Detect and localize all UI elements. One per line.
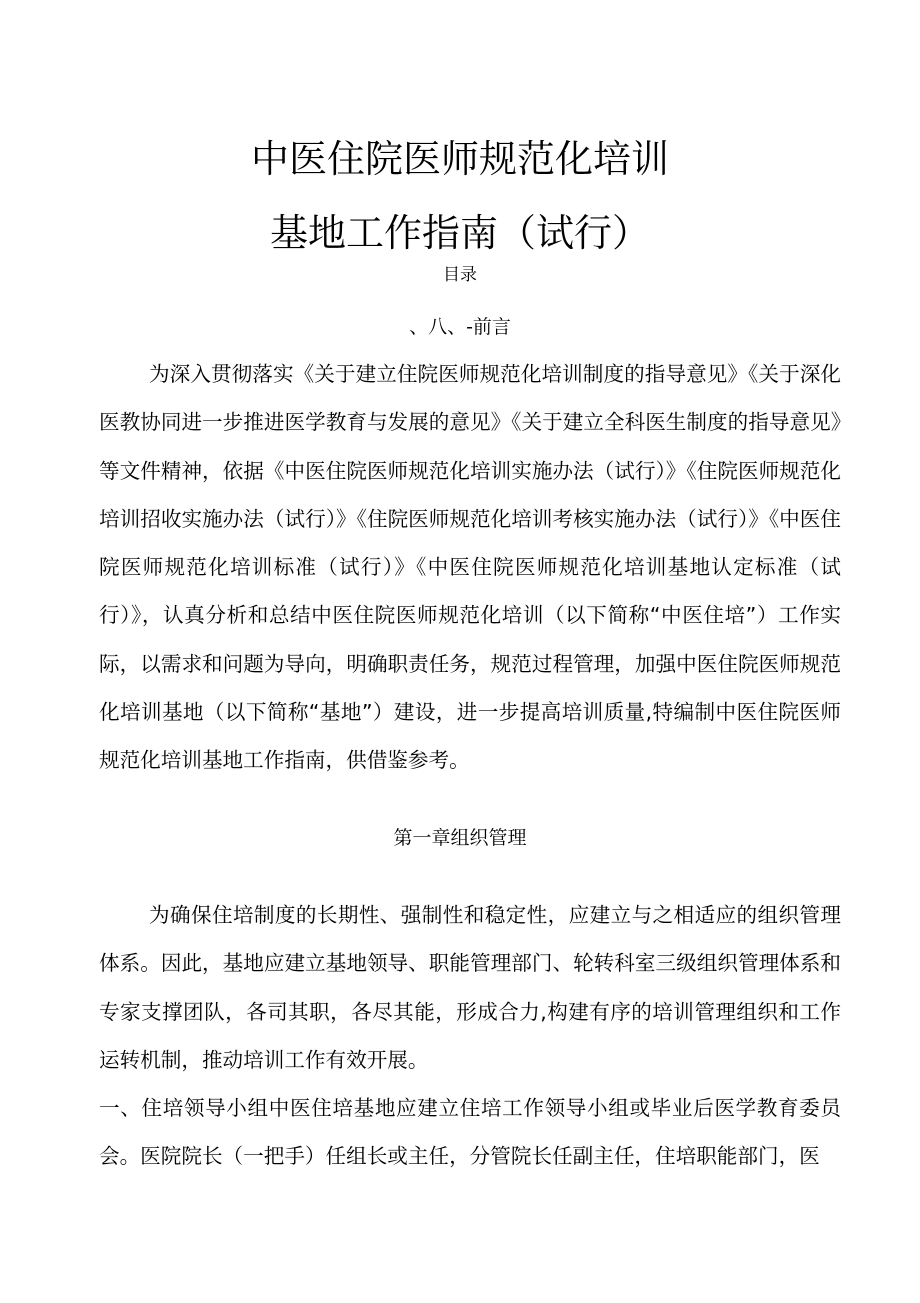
preface-heading: 、八、-前言 [409,316,511,338]
section-paragraph: 一、住培领导小组中医住培基地应建立住培工作领导小组或毕业后医学教育委员会。医院院长（一把手）任组长或主任，分管院长任副主任，住培职能部门，医 [99,1096,841,1169]
document-title-line-1: 中医住院医师规范化培训 [250,137,669,181]
toc-label: 目录 [443,265,477,285]
document-title-line-2: 基地工作指南（试行） [269,211,650,255]
preface-paragraph: 为深入贯彻落实《关于建立住院医师规范化培训制度的指导意见》《关于深化医教协同进一步推进医学教育与发展的意见》《关于建立全科医生制度的指导意见》等文件精神，依据《中医住院医师规范化培训实施办法（试行）》《住院医师规范化培训招收实施办法（试行）》《住院医师规范化培训考核实施办法（试行）》《中医住院医师规范化培训标准（试行）》《中医住院医师规范化培训基地认定标准（试行）》，认真分析和总结中医住院医师规范化培训（以下简称“中医住培”）工作实际，以需求和问题为导向，明确职责任务，规范过程管理，加强中医住院医师规范化培训基地（以下简称“基地”）建设，进一步提高培训质量,特编制中医住院医师规范化培训基地工作指南，供借鉴参考。 [99,362,841,773]
chapter-heading: 第一章组织管理 [393,827,527,849]
chapter-intro-paragraph: 为确保住培制度的长期性、强制性和稳定性，应建立与之相适应的组织管理体系。因此，基地应建立基地领导、职能管理部门、轮转科室三级组织管理体系和专家支撑团队，各司其职，各尽其能，形成合力,构建有序的培训管理组织和工作运转机制，推动培训工作有效开展。 [99,903,841,1072]
